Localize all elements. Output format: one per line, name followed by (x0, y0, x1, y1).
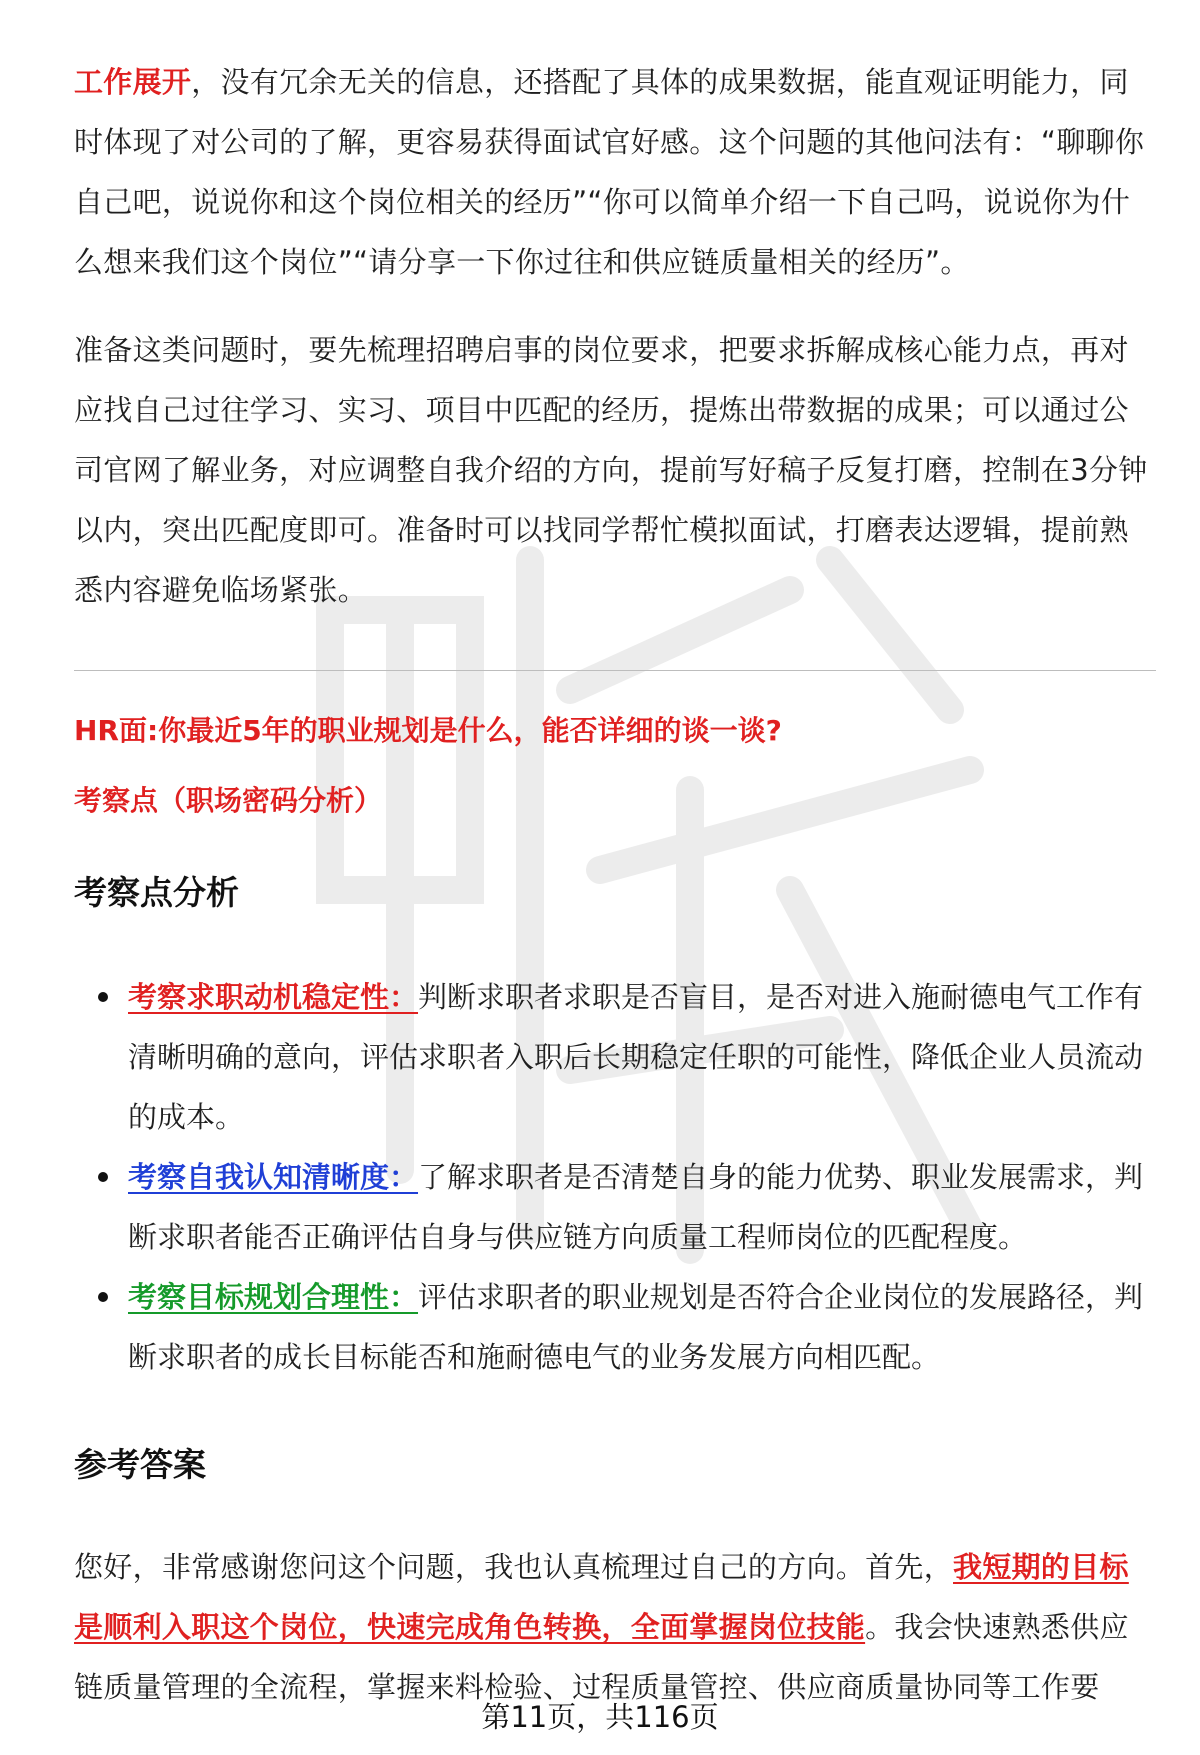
bullet-icon (98, 1292, 108, 1302)
section-divider (74, 670, 1156, 671)
point-label: 考察求职动机稳定性： (128, 980, 419, 1014)
bullet-icon (98, 992, 108, 1002)
analysis-point (74, 1147, 1154, 1267)
answer-continuation: 。我会快速熟悉供应链质量管理的全流程，掌握来料检验、过程质量管控、供应商质量协同等工作要 (74, 1610, 1129, 1704)
point-label: 考察目标规划合理性： (128, 1280, 419, 1314)
question-title: HR面:你最近5年的职业规划是什么，能否详细的谈一谈? (74, 714, 782, 747)
page-content (74, 52, 1154, 1717)
question-subtitle: 考察点（职场密码分析） (74, 784, 383, 817)
point-text: 评估求职者的职业规划是否符合企业岗位的发展路径，判断求职者的成长目标能否和施耐德电气的业务发展方向相匹配。 (128, 1280, 1144, 1374)
bullet-icon (98, 1172, 108, 1182)
intro-highlight: 工作展开 (74, 65, 192, 99)
reference-answer (74, 1537, 1154, 1717)
analysis-heading: 考察点分析 (74, 873, 239, 912)
point-text: 判断求职者求职是否盲目，是否对进入施耐德电气工作有清晰明确的意向，评估求职者入职后长期稳定任职的可能性，降低企业人员流动的成本。 (128, 980, 1144, 1134)
intro-paragraph (74, 52, 1154, 292)
answer-highlight: 我短期的目标是顺利入职这个岗位，快速完成角色转换，全面掌握岗位技能 (74, 1550, 1129, 1644)
analysis-points (74, 967, 1154, 1387)
point-label: 考察自我认知清晰度： (128, 1160, 419, 1194)
analysis-point (74, 1267, 1154, 1387)
answer-intro: 您好，非常感谢您问这个问题，我也认真梳理过自己的方向。首先， (74, 1550, 954, 1584)
page-number: 第11页，共116页 (481, 1700, 719, 1734)
intro-text: ，没有冗余无关的信息，还搭配了具体的成果数据，能直观证明能力，同时体现了对公司的了解，更容易获得面试官好感。这个问题的其他问法有：“聊聊你自己吧，说说你和这个岗位相关的经历”“你可以简单介绍一下自己吗，说说你为什么想来我们这个岗位”“请分享一下你过往和供应链质量相关的经历”。 (74, 65, 1145, 279)
reference-heading: 参考答案 (74, 1445, 206, 1484)
point-text: 了解求职者是否清楚自身的能力优势、职业发展需求，判断求职者能否正确评估自身与供应链方向质量工程师岗位的匹配程度。 (128, 1160, 1144, 1254)
prep-paragraph: 准备这类问题时，要先梳理招聘启事的岗位要求，把要求拆解成核心能力点，再对应找自己过往学习、实习、项目中匹配的经历，提炼出带数据的成果；可以通过公司官网了解业务，对应调整自我介绍的方向，提前写好稿子反复打磨，控制在3分钟以内，突出匹配度即可。准备时可以找同学帮忙模拟面试，打磨表达逻辑，提前熟悉内容避免临场紧张。 (74, 333, 1148, 607)
analysis-point (74, 967, 1154, 1147)
